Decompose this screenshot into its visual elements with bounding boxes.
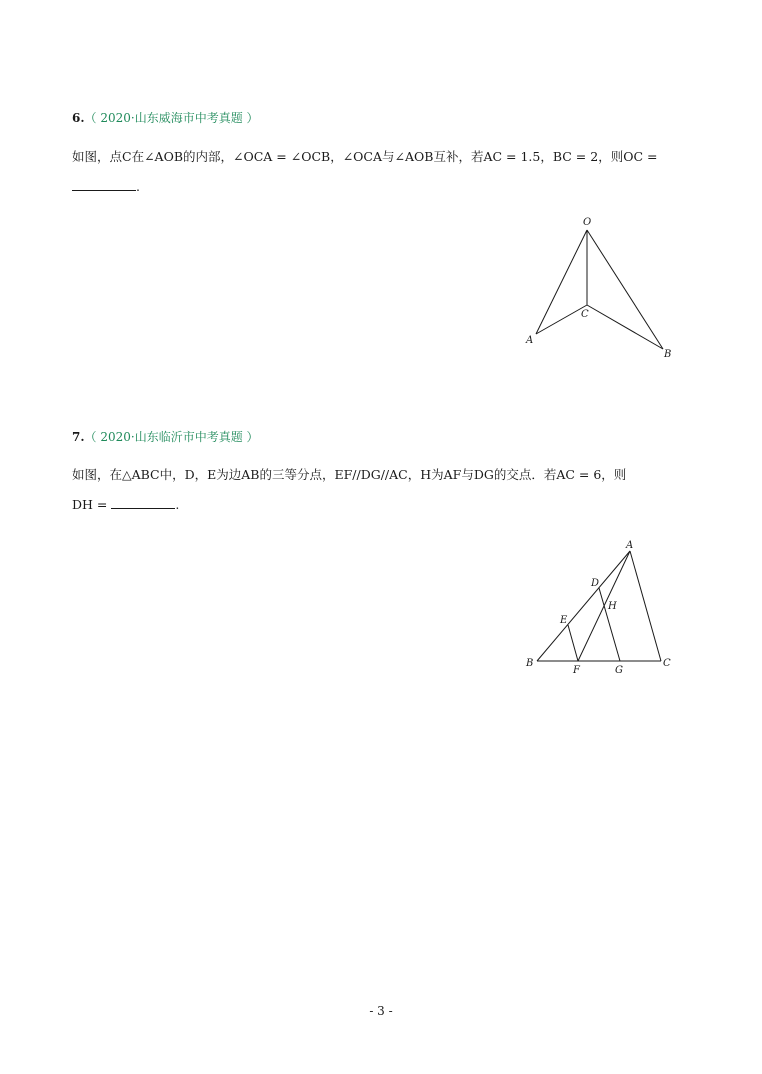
label-C: C (581, 309, 589, 320)
problem-7-line-1: 如图，在△ABC中，D，E为边AB的三等分点，EF//DG//AC，H为AF与DG的交点．若AC = 6，则 (72, 467, 627, 482)
problem-6-number: 6. (72, 111, 85, 125)
problem-7-period: . (175, 497, 180, 512)
label-B: B (664, 349, 672, 360)
problem-7-line-2 (72, 490, 692, 520)
segment-EF (568, 625, 578, 661)
segment-OA (536, 230, 587, 334)
problem-6-source: （ 2020·山东威海市中考真题 ） (84, 111, 259, 125)
label-D: D (591, 578, 600, 589)
segment-DG (599, 588, 620, 661)
label-A: A (626, 540, 634, 551)
problem-7-dh-label: DH = (72, 497, 108, 512)
segment-OB (587, 230, 663, 349)
label-F: F (573, 665, 580, 676)
segment-AF (578, 551, 630, 661)
problem-6-line-1: 如图，点C在∠AOB的内部，∠OCA = ∠OCB，∠OCA与∠AOB互补，若AC = 1.5，BC = 2，则OC = (72, 149, 658, 164)
problem-7-number: 7. (72, 430, 85, 444)
label-E: E (560, 615, 568, 626)
problem-6-period: . (136, 179, 140, 194)
label-G: G (615, 665, 623, 676)
problem-7-stem (72, 460, 692, 520)
label-B: B (526, 658, 534, 669)
problem-6-line-2 (72, 172, 692, 202)
problem-7-figure (520, 535, 690, 680)
label-C: C (663, 658, 671, 669)
problem-6-header (72, 110, 259, 126)
problem-6-stem (72, 142, 692, 202)
label-A: A (526, 335, 534, 346)
problem-6-answer-blank[interactable] (72, 176, 136, 191)
label-O: O (583, 217, 592, 228)
page-number: - 3 - (369, 1004, 393, 1018)
problem-6-figure (520, 210, 690, 370)
problem-7-answer-blank[interactable] (111, 494, 175, 509)
problem-7-source: （ 2020·山东临沂市中考真题 ） (84, 430, 259, 444)
label-H: H (608, 601, 617, 612)
segment-AC (630, 551, 661, 661)
segment-CB (587, 305, 663, 349)
problem-7-header (72, 429, 259, 445)
